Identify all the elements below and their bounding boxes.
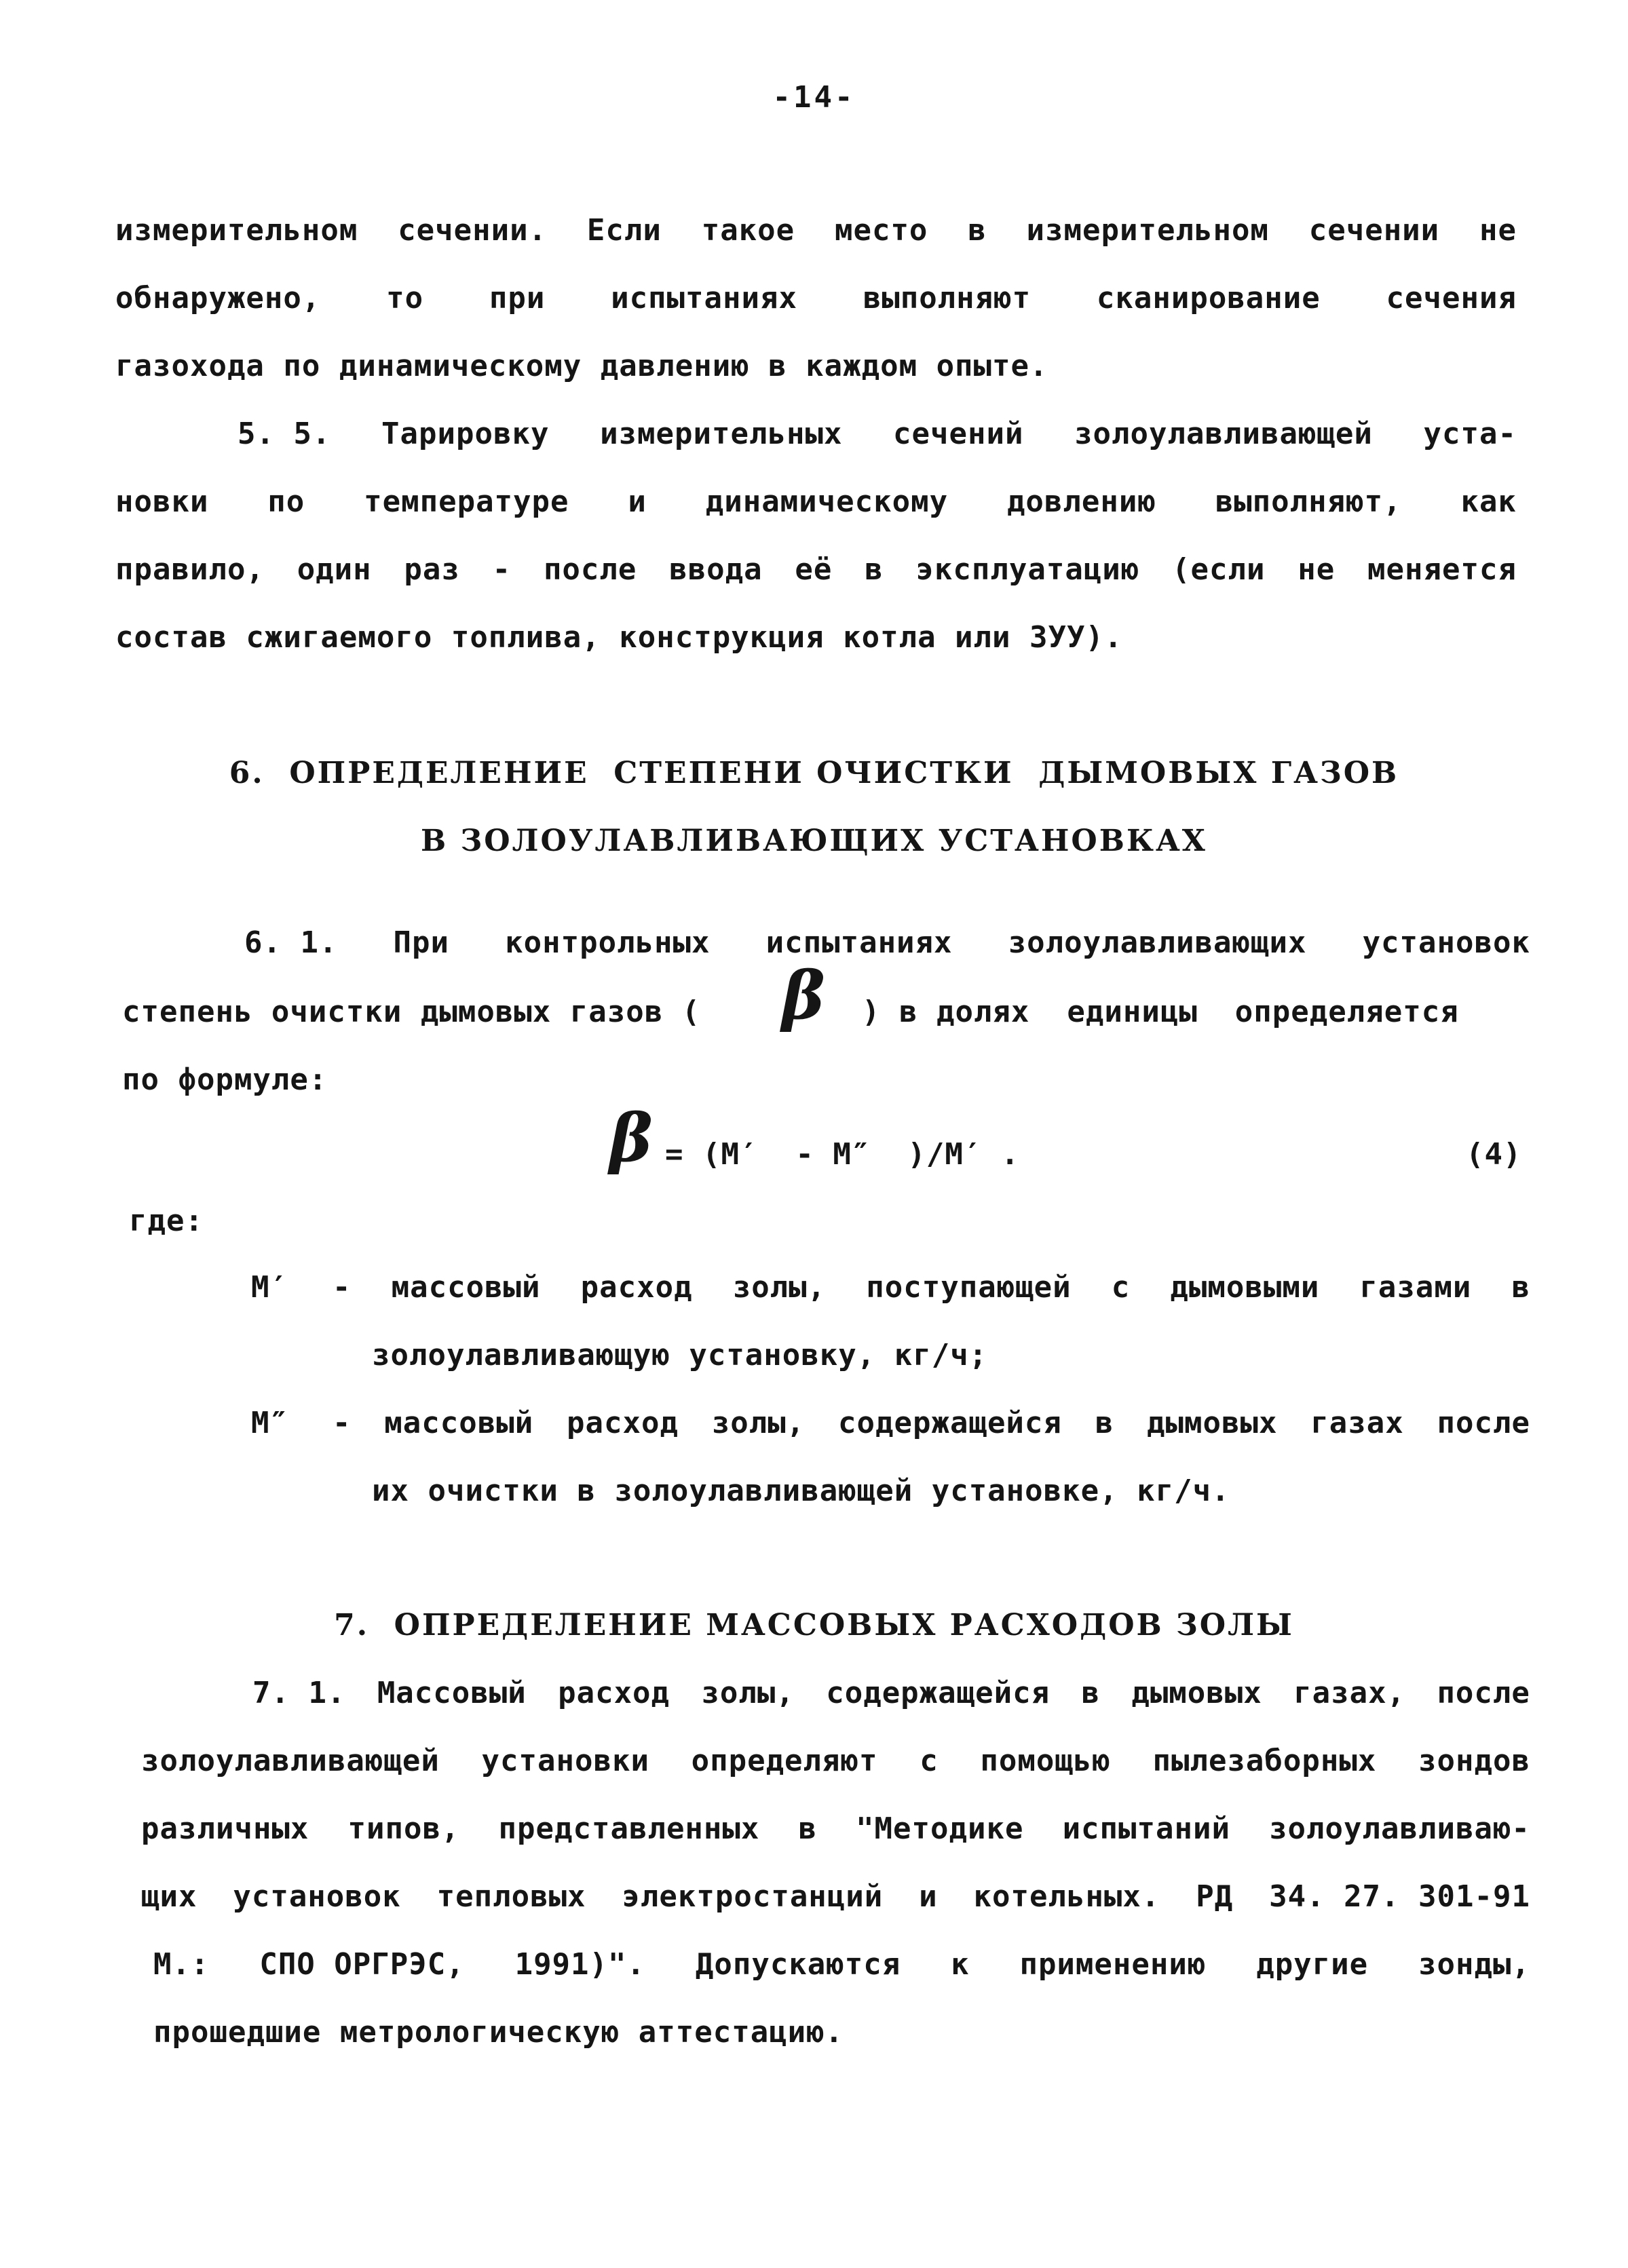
word: измерительном	[115, 213, 358, 248]
where-label: где:	[129, 1204, 204, 1238]
word: установок	[1362, 925, 1530, 960]
word: установки	[481, 1744, 649, 1778]
para2-line4: состав сжигаемого топлива, конструкция котла или ЗУУ).	[115, 620, 1123, 655]
word: после	[1437, 1676, 1530, 1710]
word: такое	[701, 213, 795, 248]
word: в	[1095, 1406, 1114, 1440]
word: то	[386, 281, 424, 315]
word: испытаний	[1062, 1811, 1230, 1846]
word: содержащейся	[826, 1676, 1050, 1710]
word: расход	[580, 1270, 693, 1305]
section6-p1-line2-a: степень очистки дымовых газов (	[122, 995, 701, 1029]
word: выполняют,	[1215, 484, 1402, 519]
word: пылезаборных	[1152, 1744, 1377, 1778]
para1-line1	[115, 213, 1517, 248]
page-number: -14-	[772, 80, 856, 115]
word: испытаниях	[611, 281, 797, 315]
para2-line2	[115, 484, 1517, 519]
word: эксплуатацию	[915, 552, 1140, 587]
word: Тарировку	[381, 417, 550, 451]
word: расход	[558, 1676, 670, 1710]
word: Допускаются	[695, 1947, 901, 1982]
word: с	[920, 1744, 939, 1778]
def2-line1	[333, 1408, 1530, 1438]
word: измерительном	[1026, 213, 1269, 248]
word: к	[951, 1947, 970, 1982]
word: (если	[1172, 552, 1266, 587]
section7-title: 7. ОПРЕДЕЛЕНИЕ МАССОВЫХ РАСХОДОВ ЗОЛЫ	[334, 1608, 1294, 1642]
word: определяют	[691, 1744, 878, 1778]
word: золоулавливающей	[141, 1744, 440, 1778]
word: как	[1460, 484, 1517, 519]
word: типов,	[347, 1811, 460, 1846]
section7-line1	[252, 1678, 1530, 1708]
word: измерительных	[600, 417, 843, 451]
word: Массовый	[377, 1676, 527, 1710]
word: сканирование	[1096, 281, 1321, 315]
word: уста-	[1423, 417, 1517, 451]
word: золы,	[701, 1676, 795, 1710]
section7-line5	[153, 1947, 1530, 1982]
formula: = (М′ - М″ )/М′ .	[665, 1137, 1020, 1172]
word: применению	[1019, 1947, 1207, 1982]
word: зонды,	[1418, 1947, 1530, 1982]
word: зондов	[1418, 1744, 1530, 1778]
word: испытаниях	[765, 925, 953, 960]
word: после	[1437, 1406, 1530, 1440]
section7-line3	[141, 1811, 1530, 1846]
section7-line6: прошедшие метрологическую аттестацию.	[153, 2015, 844, 2050]
word: установок	[233, 1879, 401, 1914]
word: в	[798, 1811, 817, 1846]
beta-symbol-inline: β	[782, 957, 825, 1034]
word: новки	[115, 484, 209, 519]
word: представленных	[498, 1811, 760, 1846]
word: выполняют	[863, 281, 1031, 315]
formula-number: (4)	[1466, 1137, 1522, 1172]
word: 7. 1.	[252, 1676, 346, 1710]
word: с	[1111, 1270, 1131, 1305]
word: меняется	[1367, 552, 1517, 587]
word: золы,	[711, 1406, 806, 1440]
def2-line2: их очистки в золоулавливающей установке, кг/ч.	[372, 1474, 1230, 1508]
def1-line2: золоулавливающую установку, кг/ч;	[372, 1338, 988, 1372]
word: в	[865, 552, 884, 587]
para1-line3: газохода по динамическому давлению в каждом опыте.	[115, 349, 1048, 383]
word: массовый	[391, 1270, 541, 1305]
word: в	[968, 213, 987, 248]
word: При	[393, 925, 450, 960]
word: газами	[1359, 1270, 1472, 1305]
def2-symbol: М″	[251, 1406, 288, 1440]
word: золоулавливающих	[1008, 925, 1307, 960]
word: обнаружено,	[115, 281, 321, 315]
word: 6. 1.	[244, 925, 338, 960]
word: золы,	[732, 1270, 827, 1305]
word: сечений	[893, 417, 1024, 451]
section6-p1-line3: по формуле:	[122, 1062, 328, 1097]
word: ввода	[669, 552, 763, 587]
word: и	[628, 484, 647, 519]
word: по	[267, 484, 305, 519]
word: щих	[141, 1879, 197, 1914]
section6-p1-line2-b: ) в долях единицы определяется	[862, 995, 1459, 1029]
word: -	[333, 1406, 352, 1440]
section6-title-line1: 6. ОПРЕДЕЛЕНИЕ СТЕПЕНИ ОЧИСТКИ ДЫМОВЫХ ГАЗОВ	[229, 756, 1399, 790]
section6-p1-line1	[244, 925, 1530, 960]
word: не	[1298, 552, 1336, 587]
word: дымовых	[1131, 1676, 1262, 1710]
word: РД	[1196, 1879, 1234, 1914]
word: сечении	[1308, 213, 1440, 248]
word: -	[333, 1270, 352, 1305]
word: её	[795, 552, 833, 587]
word: сечения	[1386, 281, 1517, 315]
word: различных	[141, 1811, 309, 1846]
word: 5. 5.	[238, 417, 331, 451]
section7-line2	[141, 1746, 1530, 1776]
word: 34. 27. 301-91	[1269, 1879, 1530, 1914]
word: расход	[567, 1406, 679, 1440]
word: один	[297, 552, 372, 587]
word: 1991)".	[514, 1947, 646, 1982]
word: СПО ОРГРЭС,	[259, 1947, 465, 1982]
word: содержащейся	[838, 1406, 1062, 1440]
def1-line1	[333, 1270, 1530, 1305]
word: котельных.	[973, 1879, 1160, 1914]
word: газах	[1310, 1406, 1404, 1440]
word: в	[1081, 1676, 1100, 1710]
word: М.:	[153, 1947, 210, 1982]
para2-line3	[115, 552, 1517, 587]
word: и	[919, 1879, 938, 1914]
word: дымовыми	[1170, 1270, 1320, 1305]
word: довлению	[1006, 484, 1156, 519]
word: при	[489, 281, 546, 315]
word: температуре	[364, 484, 569, 519]
word: золоулавливаю-	[1269, 1811, 1530, 1846]
section6-title-line2: В ЗОЛОУЛАВЛИВАЮЩИХ УСТАНОВКАХ	[421, 824, 1207, 858]
word: поступающей	[866, 1270, 1072, 1305]
word: не	[1479, 213, 1517, 248]
word: контрольных	[505, 925, 711, 960]
word: другие	[1256, 1947, 1369, 1982]
word: помощью	[980, 1744, 1111, 1778]
word: электростанций	[622, 1879, 884, 1914]
word: сечении.	[398, 213, 548, 248]
word: -	[492, 552, 512, 587]
def1-symbol: М′	[251, 1270, 288, 1305]
word: массовый	[384, 1406, 534, 1440]
word: Если	[586, 213, 662, 248]
word: "Методике	[856, 1811, 1024, 1846]
word: место	[834, 213, 928, 248]
word: динамическому	[705, 484, 949, 519]
word: газах,	[1293, 1676, 1406, 1710]
para1-line2	[115, 281, 1517, 315]
beta-symbol-formula: β	[609, 1100, 653, 1176]
word: дымовых	[1147, 1406, 1278, 1440]
word: в	[1511, 1270, 1530, 1305]
word: тепловых	[436, 1879, 586, 1914]
word: после	[543, 552, 637, 587]
word: золоулавливающей	[1074, 417, 1373, 451]
word: правило,	[115, 552, 265, 587]
section7-line4	[141, 1879, 1530, 1914]
para2-line1	[238, 419, 1517, 449]
word: раз	[404, 552, 460, 587]
